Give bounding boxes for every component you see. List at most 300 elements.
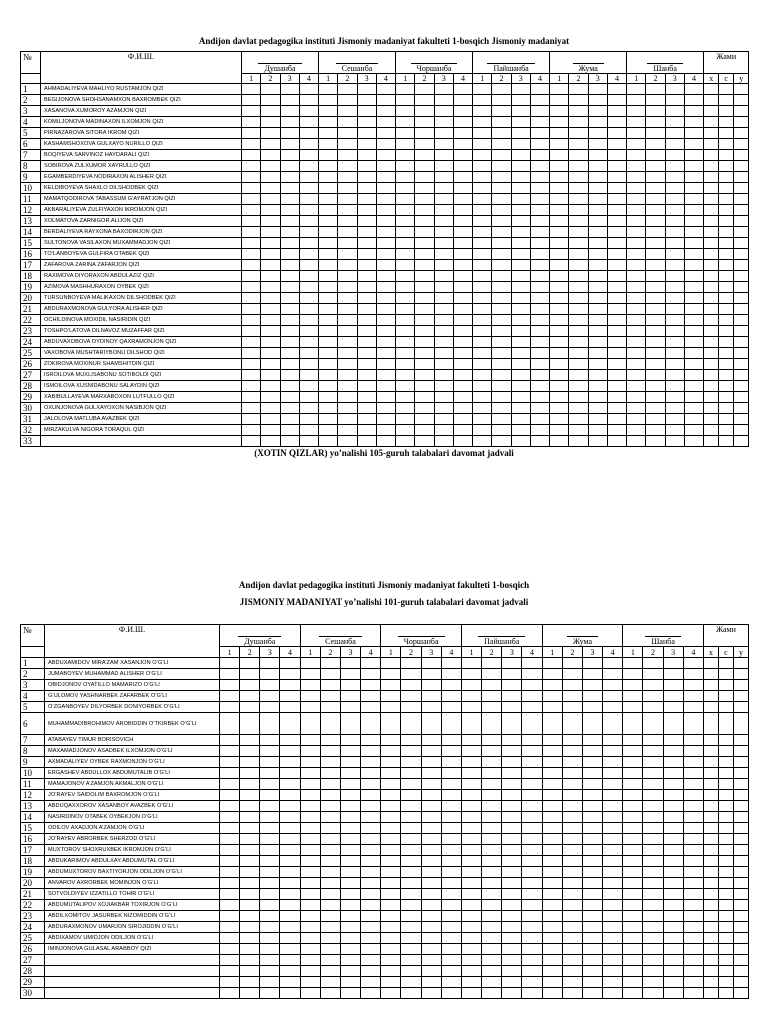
attendance-cell[interactable] bbox=[421, 944, 441, 955]
attendance-cell[interactable] bbox=[562, 933, 582, 944]
total-cell[interactable] bbox=[718, 900, 733, 911]
attendance-cell[interactable] bbox=[319, 381, 338, 392]
attendance-cell[interactable] bbox=[582, 977, 602, 988]
attendance-cell[interactable] bbox=[376, 337, 395, 348]
attendance-cell[interactable] bbox=[588, 249, 607, 260]
attendance-cell[interactable] bbox=[684, 381, 703, 392]
attendance-cell[interactable] bbox=[550, 403, 569, 414]
attendance-cell[interactable] bbox=[643, 900, 663, 911]
attendance-cell[interactable] bbox=[482, 757, 502, 768]
total-cell[interactable] bbox=[719, 370, 734, 381]
attendance-cell[interactable] bbox=[569, 392, 588, 403]
attendance-cell[interactable] bbox=[562, 878, 582, 889]
total-cell[interactable] bbox=[703, 680, 718, 691]
attendance-cell[interactable] bbox=[300, 669, 320, 680]
total-cell[interactable] bbox=[704, 227, 719, 238]
attendance-cell[interactable] bbox=[421, 768, 441, 779]
attendance-cell[interactable] bbox=[453, 425, 472, 436]
attendance-cell[interactable] bbox=[482, 845, 502, 856]
attendance-cell[interactable] bbox=[482, 977, 502, 988]
attendance-cell[interactable] bbox=[396, 337, 415, 348]
attendance-cell[interactable] bbox=[473, 381, 492, 392]
attendance-cell[interactable] bbox=[441, 680, 461, 691]
attendance-cell[interactable] bbox=[530, 249, 549, 260]
attendance-cell[interactable] bbox=[522, 900, 542, 911]
attendance-cell[interactable] bbox=[453, 282, 472, 293]
attendance-cell[interactable] bbox=[261, 293, 280, 304]
attendance-cell[interactable] bbox=[665, 194, 684, 205]
attendance-cell[interactable] bbox=[461, 757, 481, 768]
attendance-cell[interactable] bbox=[357, 425, 376, 436]
attendance-cell[interactable] bbox=[280, 669, 300, 680]
attendance-cell[interactable] bbox=[441, 856, 461, 867]
attendance-cell[interactable] bbox=[665, 271, 684, 282]
attendance-cell[interactable] bbox=[603, 911, 623, 922]
attendance-cell[interactable] bbox=[569, 216, 588, 227]
attendance-cell[interactable] bbox=[492, 260, 511, 271]
attendance-cell[interactable] bbox=[415, 95, 434, 106]
total-cell[interactable] bbox=[719, 381, 734, 392]
attendance-cell[interactable] bbox=[421, 933, 441, 944]
attendance-cell[interactable] bbox=[338, 161, 357, 172]
attendance-cell[interactable] bbox=[220, 889, 240, 900]
attendance-cell[interactable] bbox=[482, 735, 502, 746]
attendance-cell[interactable] bbox=[665, 95, 684, 106]
attendance-cell[interactable] bbox=[381, 966, 401, 977]
total-cell[interactable] bbox=[719, 95, 734, 106]
attendance-cell[interactable] bbox=[220, 834, 240, 845]
attendance-cell[interactable] bbox=[376, 172, 395, 183]
attendance-cell[interactable] bbox=[361, 977, 381, 988]
attendance-cell[interactable] bbox=[220, 878, 240, 889]
attendance-cell[interactable] bbox=[683, 691, 703, 702]
attendance-cell[interactable] bbox=[627, 392, 646, 403]
attendance-cell[interactable] bbox=[663, 746, 683, 757]
total-cell[interactable] bbox=[704, 414, 719, 425]
attendance-cell[interactable] bbox=[542, 823, 562, 834]
attendance-cell[interactable] bbox=[603, 988, 623, 999]
attendance-cell[interactable] bbox=[461, 933, 481, 944]
attendance-cell[interactable] bbox=[441, 746, 461, 757]
attendance-cell[interactable] bbox=[376, 238, 395, 249]
attendance-cell[interactable] bbox=[461, 735, 481, 746]
attendance-cell[interactable] bbox=[522, 867, 542, 878]
total-cell[interactable] bbox=[719, 337, 734, 348]
attendance-cell[interactable] bbox=[569, 117, 588, 128]
attendance-cell[interactable] bbox=[569, 337, 588, 348]
attendance-cell[interactable] bbox=[361, 702, 381, 713]
attendance-cell[interactable] bbox=[603, 779, 623, 790]
attendance-cell[interactable] bbox=[242, 183, 261, 194]
attendance-cell[interactable] bbox=[511, 172, 530, 183]
attendance-cell[interactable] bbox=[415, 139, 434, 150]
attendance-cell[interactable] bbox=[603, 735, 623, 746]
attendance-cell[interactable] bbox=[280, 315, 299, 326]
attendance-cell[interactable] bbox=[473, 260, 492, 271]
total-cell[interactable] bbox=[734, 293, 749, 304]
attendance-cell[interactable] bbox=[401, 889, 421, 900]
attendance-cell[interactable] bbox=[240, 790, 260, 801]
attendance-cell[interactable] bbox=[684, 161, 703, 172]
attendance-cell[interactable] bbox=[646, 139, 665, 150]
attendance-cell[interactable] bbox=[261, 359, 280, 370]
total-cell[interactable] bbox=[704, 348, 719, 359]
attendance-cell[interactable] bbox=[461, 680, 481, 691]
attendance-cell[interactable] bbox=[242, 315, 261, 326]
attendance-cell[interactable] bbox=[663, 812, 683, 823]
attendance-cell[interactable] bbox=[261, 425, 280, 436]
attendance-cell[interactable] bbox=[434, 183, 453, 194]
attendance-cell[interactable] bbox=[340, 900, 360, 911]
attendance-cell[interactable] bbox=[502, 790, 522, 801]
attendance-cell[interactable] bbox=[582, 757, 602, 768]
total-cell[interactable] bbox=[734, 260, 749, 271]
attendance-cell[interactable] bbox=[261, 370, 280, 381]
attendance-cell[interactable] bbox=[361, 790, 381, 801]
attendance-cell[interactable] bbox=[381, 801, 401, 812]
attendance-cell[interactable] bbox=[260, 669, 280, 680]
attendance-cell[interactable] bbox=[530, 282, 549, 293]
attendance-cell[interactable] bbox=[502, 834, 522, 845]
attendance-cell[interactable] bbox=[665, 293, 684, 304]
attendance-cell[interactable] bbox=[220, 922, 240, 933]
attendance-cell[interactable] bbox=[421, 878, 441, 889]
attendance-cell[interactable] bbox=[683, 746, 703, 757]
attendance-cell[interactable] bbox=[340, 713, 360, 735]
total-cell[interactable] bbox=[734, 95, 749, 106]
attendance-cell[interactable] bbox=[338, 205, 357, 216]
attendance-cell[interactable] bbox=[588, 227, 607, 238]
attendance-cell[interactable] bbox=[511, 271, 530, 282]
attendance-cell[interactable] bbox=[361, 845, 381, 856]
attendance-cell[interactable] bbox=[396, 414, 415, 425]
attendance-cell[interactable] bbox=[415, 315, 434, 326]
attendance-cell[interactable] bbox=[502, 988, 522, 999]
attendance-cell[interactable] bbox=[242, 106, 261, 117]
total-cell[interactable] bbox=[719, 392, 734, 403]
attendance-cell[interactable] bbox=[280, 900, 300, 911]
attendance-cell[interactable] bbox=[607, 282, 626, 293]
total-cell[interactable] bbox=[733, 757, 748, 768]
attendance-cell[interactable] bbox=[542, 812, 562, 823]
attendance-cell[interactable] bbox=[338, 315, 357, 326]
attendance-cell[interactable] bbox=[421, 691, 441, 702]
attendance-cell[interactable] bbox=[550, 282, 569, 293]
attendance-cell[interactable] bbox=[434, 84, 453, 95]
attendance-cell[interactable] bbox=[502, 889, 522, 900]
attendance-cell[interactable] bbox=[569, 128, 588, 139]
attendance-cell[interactable] bbox=[453, 194, 472, 205]
attendance-cell[interactable] bbox=[511, 370, 530, 381]
attendance-cell[interactable] bbox=[607, 348, 626, 359]
attendance-cell[interactable] bbox=[415, 326, 434, 337]
attendance-cell[interactable] bbox=[607, 436, 626, 447]
attendance-cell[interactable] bbox=[396, 172, 415, 183]
attendance-cell[interactable] bbox=[569, 183, 588, 194]
attendance-cell[interactable] bbox=[627, 205, 646, 216]
attendance-cell[interactable] bbox=[511, 414, 530, 425]
attendance-cell[interactable] bbox=[415, 436, 434, 447]
attendance-cell[interactable] bbox=[627, 260, 646, 271]
attendance-cell[interactable] bbox=[261, 84, 280, 95]
attendance-cell[interactable] bbox=[401, 691, 421, 702]
attendance-cell[interactable] bbox=[588, 172, 607, 183]
attendance-cell[interactable] bbox=[582, 867, 602, 878]
total-cell[interactable] bbox=[733, 746, 748, 757]
attendance-cell[interactable] bbox=[603, 966, 623, 977]
attendance-cell[interactable] bbox=[361, 779, 381, 790]
attendance-cell[interactable] bbox=[603, 702, 623, 713]
total-cell[interactable] bbox=[718, 735, 733, 746]
attendance-cell[interactable] bbox=[473, 205, 492, 216]
attendance-cell[interactable] bbox=[220, 768, 240, 779]
attendance-cell[interactable] bbox=[260, 790, 280, 801]
attendance-cell[interactable] bbox=[280, 128, 299, 139]
total-cell[interactable] bbox=[733, 878, 748, 889]
total-cell[interactable] bbox=[719, 326, 734, 337]
attendance-cell[interactable] bbox=[260, 658, 280, 669]
attendance-cell[interactable] bbox=[530, 271, 549, 282]
attendance-cell[interactable] bbox=[280, 790, 300, 801]
attendance-cell[interactable] bbox=[300, 658, 320, 669]
attendance-cell[interactable] bbox=[453, 205, 472, 216]
attendance-cell[interactable] bbox=[421, 669, 441, 680]
attendance-cell[interactable] bbox=[240, 757, 260, 768]
attendance-cell[interactable] bbox=[550, 194, 569, 205]
attendance-cell[interactable] bbox=[242, 403, 261, 414]
attendance-cell[interactable] bbox=[511, 381, 530, 392]
attendance-cell[interactable] bbox=[569, 381, 588, 392]
attendance-cell[interactable] bbox=[376, 84, 395, 95]
attendance-cell[interactable] bbox=[280, 801, 300, 812]
attendance-cell[interactable] bbox=[260, 966, 280, 977]
attendance-cell[interactable] bbox=[242, 139, 261, 150]
attendance-cell[interactable] bbox=[220, 713, 240, 735]
attendance-cell[interactable] bbox=[260, 900, 280, 911]
attendance-cell[interactable] bbox=[511, 392, 530, 403]
attendance-cell[interactable] bbox=[511, 128, 530, 139]
attendance-cell[interactable] bbox=[220, 856, 240, 867]
attendance-cell[interactable] bbox=[260, 746, 280, 757]
attendance-cell[interactable] bbox=[280, 425, 299, 436]
attendance-cell[interactable] bbox=[550, 238, 569, 249]
attendance-cell[interactable] bbox=[401, 867, 421, 878]
attendance-cell[interactable] bbox=[684, 227, 703, 238]
attendance-cell[interactable] bbox=[260, 702, 280, 713]
attendance-cell[interactable] bbox=[280, 933, 300, 944]
attendance-cell[interactable] bbox=[562, 790, 582, 801]
attendance-cell[interactable] bbox=[482, 922, 502, 933]
attendance-cell[interactable] bbox=[607, 425, 626, 436]
attendance-cell[interactable] bbox=[260, 977, 280, 988]
attendance-cell[interactable] bbox=[381, 823, 401, 834]
attendance-cell[interactable] bbox=[300, 889, 320, 900]
attendance-cell[interactable] bbox=[588, 139, 607, 150]
attendance-cell[interactable] bbox=[434, 139, 453, 150]
attendance-cell[interactable] bbox=[361, 691, 381, 702]
attendance-cell[interactable] bbox=[542, 966, 562, 977]
attendance-cell[interactable] bbox=[627, 282, 646, 293]
attendance-cell[interactable] bbox=[643, 691, 663, 702]
attendance-cell[interactable] bbox=[421, 955, 441, 966]
attendance-cell[interactable] bbox=[320, 834, 340, 845]
attendance-cell[interactable] bbox=[511, 293, 530, 304]
attendance-cell[interactable] bbox=[242, 95, 261, 106]
total-cell[interactable] bbox=[703, 669, 718, 680]
attendance-cell[interactable] bbox=[511, 139, 530, 150]
attendance-cell[interactable] bbox=[522, 680, 542, 691]
attendance-cell[interactable] bbox=[320, 680, 340, 691]
attendance-cell[interactable] bbox=[357, 370, 376, 381]
attendance-cell[interactable] bbox=[607, 315, 626, 326]
attendance-cell[interactable] bbox=[482, 867, 502, 878]
attendance-cell[interactable] bbox=[461, 834, 481, 845]
total-cell[interactable] bbox=[734, 403, 749, 414]
attendance-cell[interactable] bbox=[376, 227, 395, 238]
attendance-cell[interactable] bbox=[643, 658, 663, 669]
attendance-cell[interactable] bbox=[396, 194, 415, 205]
total-cell[interactable] bbox=[733, 955, 748, 966]
attendance-cell[interactable] bbox=[242, 227, 261, 238]
attendance-cell[interactable] bbox=[401, 944, 421, 955]
attendance-cell[interactable] bbox=[376, 183, 395, 194]
total-cell[interactable] bbox=[718, 768, 733, 779]
total-cell[interactable] bbox=[704, 95, 719, 106]
attendance-cell[interactable] bbox=[381, 735, 401, 746]
attendance-cell[interactable] bbox=[623, 735, 643, 746]
attendance-cell[interactable] bbox=[357, 216, 376, 227]
attendance-cell[interactable] bbox=[357, 392, 376, 403]
attendance-cell[interactable] bbox=[646, 425, 665, 436]
attendance-cell[interactable] bbox=[401, 933, 421, 944]
attendance-cell[interactable] bbox=[550, 128, 569, 139]
attendance-cell[interactable] bbox=[683, 801, 703, 812]
attendance-cell[interactable] bbox=[280, 735, 300, 746]
attendance-cell[interactable] bbox=[357, 117, 376, 128]
attendance-cell[interactable] bbox=[340, 856, 360, 867]
attendance-cell[interactable] bbox=[240, 691, 260, 702]
attendance-cell[interactable] bbox=[482, 812, 502, 823]
attendance-cell[interactable] bbox=[588, 425, 607, 436]
attendance-cell[interactable] bbox=[482, 746, 502, 757]
attendance-cell[interactable] bbox=[220, 900, 240, 911]
attendance-cell[interactable] bbox=[683, 834, 703, 845]
attendance-cell[interactable] bbox=[260, 801, 280, 812]
attendance-cell[interactable] bbox=[562, 757, 582, 768]
attendance-cell[interactable] bbox=[683, 878, 703, 889]
attendance-cell[interactable] bbox=[280, 812, 300, 823]
attendance-cell[interactable] bbox=[542, 988, 562, 999]
attendance-cell[interactable] bbox=[320, 922, 340, 933]
attendance-cell[interactable] bbox=[299, 271, 318, 282]
attendance-cell[interactable] bbox=[220, 757, 240, 768]
attendance-cell[interactable] bbox=[550, 271, 569, 282]
attendance-cell[interactable] bbox=[562, 845, 582, 856]
attendance-cell[interactable] bbox=[646, 293, 665, 304]
attendance-cell[interactable] bbox=[261, 304, 280, 315]
attendance-cell[interactable] bbox=[627, 425, 646, 436]
attendance-cell[interactable] bbox=[684, 216, 703, 227]
attendance-cell[interactable] bbox=[396, 403, 415, 414]
attendance-cell[interactable] bbox=[665, 249, 684, 260]
total-cell[interactable] bbox=[718, 966, 733, 977]
attendance-cell[interactable] bbox=[220, 933, 240, 944]
attendance-cell[interactable] bbox=[646, 227, 665, 238]
attendance-cell[interactable] bbox=[421, 680, 441, 691]
attendance-cell[interactable] bbox=[588, 271, 607, 282]
total-cell[interactable] bbox=[703, 713, 718, 735]
attendance-cell[interactable] bbox=[242, 271, 261, 282]
total-cell[interactable] bbox=[703, 801, 718, 812]
attendance-cell[interactable] bbox=[421, 845, 441, 856]
attendance-cell[interactable] bbox=[261, 403, 280, 414]
attendance-cell[interactable] bbox=[663, 680, 683, 691]
attendance-cell[interactable] bbox=[588, 337, 607, 348]
total-cell[interactable] bbox=[734, 359, 749, 370]
attendance-cell[interactable] bbox=[434, 150, 453, 161]
attendance-cell[interactable] bbox=[280, 326, 299, 337]
attendance-cell[interactable] bbox=[646, 381, 665, 392]
attendance-cell[interactable] bbox=[300, 834, 320, 845]
attendance-cell[interactable] bbox=[461, 779, 481, 790]
attendance-cell[interactable] bbox=[588, 117, 607, 128]
total-cell[interactable] bbox=[718, 856, 733, 867]
attendance-cell[interactable] bbox=[453, 315, 472, 326]
attendance-cell[interactable] bbox=[562, 812, 582, 823]
attendance-cell[interactable] bbox=[511, 194, 530, 205]
attendance-cell[interactable] bbox=[434, 271, 453, 282]
attendance-cell[interactable] bbox=[300, 867, 320, 878]
attendance-cell[interactable] bbox=[627, 304, 646, 315]
attendance-cell[interactable] bbox=[396, 293, 415, 304]
attendance-cell[interactable] bbox=[643, 966, 663, 977]
attendance-cell[interactable] bbox=[280, 117, 299, 128]
attendance-cell[interactable] bbox=[663, 801, 683, 812]
attendance-cell[interactable] bbox=[550, 381, 569, 392]
attendance-cell[interactable] bbox=[319, 370, 338, 381]
attendance-cell[interactable] bbox=[461, 713, 481, 735]
attendance-cell[interactable] bbox=[376, 436, 395, 447]
attendance-cell[interactable] bbox=[361, 735, 381, 746]
attendance-cell[interactable] bbox=[299, 95, 318, 106]
total-cell[interactable] bbox=[733, 702, 748, 713]
attendance-cell[interactable] bbox=[663, 900, 683, 911]
attendance-cell[interactable] bbox=[511, 315, 530, 326]
attendance-cell[interactable] bbox=[357, 172, 376, 183]
attendance-cell[interactable] bbox=[569, 84, 588, 95]
attendance-cell[interactable] bbox=[280, 834, 300, 845]
attendance-cell[interactable] bbox=[623, 889, 643, 900]
attendance-cell[interactable] bbox=[361, 955, 381, 966]
attendance-cell[interactable] bbox=[320, 977, 340, 988]
attendance-cell[interactable] bbox=[562, 669, 582, 680]
total-cell[interactable] bbox=[734, 315, 749, 326]
attendance-cell[interactable] bbox=[401, 669, 421, 680]
attendance-cell[interactable] bbox=[569, 172, 588, 183]
attendance-cell[interactable] bbox=[220, 669, 240, 680]
attendance-cell[interactable] bbox=[421, 713, 441, 735]
attendance-cell[interactable] bbox=[562, 691, 582, 702]
attendance-cell[interactable] bbox=[562, 746, 582, 757]
attendance-cell[interactable] bbox=[461, 977, 481, 988]
attendance-cell[interactable] bbox=[376, 381, 395, 392]
attendance-cell[interactable] bbox=[261, 414, 280, 425]
attendance-cell[interactable] bbox=[511, 84, 530, 95]
attendance-cell[interactable] bbox=[542, 889, 562, 900]
attendance-cell[interactable] bbox=[299, 238, 318, 249]
total-cell[interactable] bbox=[703, 834, 718, 845]
attendance-cell[interactable] bbox=[338, 150, 357, 161]
